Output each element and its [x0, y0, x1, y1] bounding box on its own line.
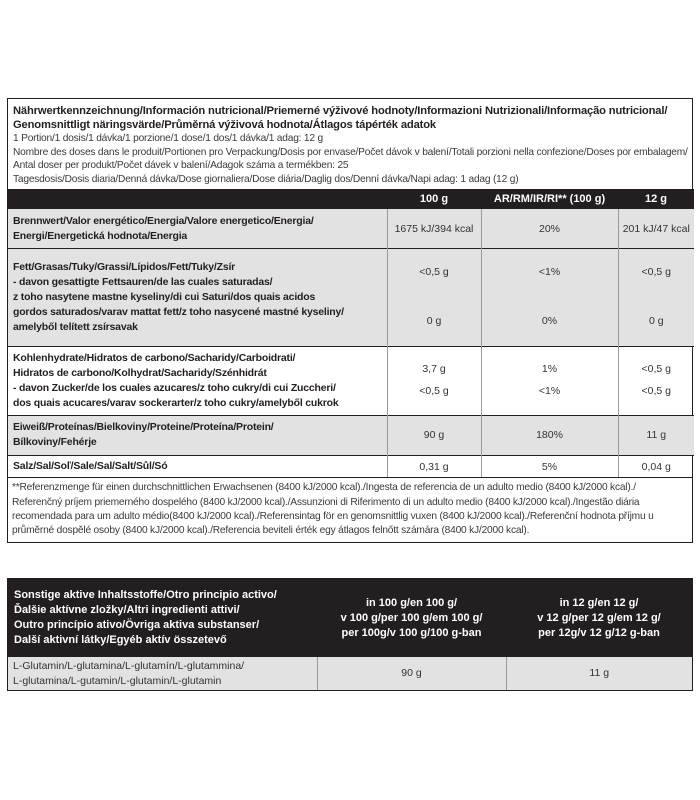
row-label-carbohydrate: Kohlenhydrate/Hidratos de carbono/Sacharidy/Carboidrati/ Hidratos de carbono/Kolhydrat/Sacharidy/Szénhidrát - davon Zucker/de los cuales azucares/z toho cukry/di cui Zuccheri/ dos quais acucares/varav sockerarter/z toho cukry/amelyből cukrok [8, 346, 387, 415]
l-glutamine-per-100g: 90 g [317, 657, 506, 690]
row-label-energy: Brennwert/Valor energético/Energia/Valore energetico/Energia/ Energi/Energetická hodnota/Energia [8, 209, 387, 248]
column-header-12g: 12 g [618, 189, 694, 209]
nutrition-table-header [8, 189, 694, 209]
salt-per-100g: 0,31 g [387, 455, 481, 477]
active-ingredients-panel [7, 578, 693, 691]
carbohydrate-value: 3,7 g [422, 363, 446, 376]
saturates-value: 0 g [426, 315, 442, 328]
nutrition-table [8, 189, 694, 477]
active-ingredients-header-label: Sonstige aktive Inhaltsstoffe/Otro principio activo/ Ďalšie aktívne zložky/Altri ingredienti attivi/ Outro princípio ativo/Övriga aktiva substanser/ Další aktivní látky/Egyéb aktív összetevő [8, 579, 317, 657]
sugars-12g-value: <0,5 g [641, 385, 671, 398]
panel-header [8, 99, 692, 189]
carbohydrate-12g-value: <0,5 g [641, 363, 671, 376]
servings-per-pack-text: Nombre des doses dans le produit/Portionen pro Verpackung/Dosis por envase/Počet dávok v balení/Totali porzioni nella confezione/Doses por embalagem/ [13, 146, 688, 158]
salt-per-12g: 0,04 g [618, 455, 694, 477]
header-nutrient-blank [8, 189, 387, 209]
row-carbohydrate [8, 346, 694, 415]
row-energy [8, 209, 694, 248]
row-fat [8, 248, 694, 346]
panel-title-line-2: Genomsnittligt näringsvärde/Průměrná výživová hodnota/Átlagos tápérték adatok [13, 119, 436, 131]
daily-dose-text: Tagesdosis/Dosis diaria/Denná dávka/Dose giornaliera/Dose diária/Daglig dos/Denní dávka/Napi adag: 1 adag (12 g) [13, 173, 519, 185]
fat-per-12g [618, 248, 694, 346]
protein-per-100g: 90 g [387, 415, 481, 455]
l-glutamine-per-12g: 11 g [506, 657, 692, 690]
row-l-glutamine [8, 657, 692, 690]
servings-count-text: Antal doser per produkt/Počet dávek v balení/Adagok száma a termékben: 25 [13, 160, 349, 172]
row-protein [8, 415, 694, 455]
row-salt [8, 455, 694, 477]
saturates-ri-value: 0% [541, 315, 558, 328]
fat-ri-value: <1% [538, 266, 561, 279]
carbohydrate-reference-intake [481, 346, 618, 415]
saturates-12g-value: 0 g [648, 315, 664, 328]
energy-per-12g: 201 kJ/47 kcal [618, 209, 694, 248]
row-label-protein: Eiweiß/Proteínas/Bielkoviny/Proteine/Proteína/Protein/ Bílkoviny/Fehérje [8, 415, 387, 455]
active-ingredients-header [8, 579, 692, 657]
reference-intake-footnote: **Referenzmenge für einen durchschnittlichen Erwachsenen (8400 kJ/2000 kcal)./Ingesta de referencia de un adulto medio (8400 kJ/2000 kcal)./ Referenčný príjem priemerného dospelého (8400 kJ/2000 kcal)./Assunzioni di Riferimento di un adulto medio (8400 kJ/2000 kcal)./Ingestão diária recomendada para um adulto médio(8400 kJ/2000 kcal)./Referensintag för en genomsnittlig vuxen (8400 kJ/2000 kcal)./Referenční hodnota příjmu u průměrné dospělé osoby (8400 kJ/2000 kcal)./Referencia beviteli érték egy átlagos felnőtt számára (8400 kJ/2000 kcal). [8, 477, 692, 542]
energy-reference-intake: 20% [481, 209, 618, 248]
protein-reference-intake: 180% [481, 415, 618, 455]
fat-per-100g [387, 248, 481, 346]
column-header-reference-intake: AR/RM/IR/RI** (100 g) [481, 189, 618, 209]
sugars-ri-value: <1% [538, 385, 561, 398]
sugars-value: <0,5 g [419, 385, 449, 398]
fat-value: <0,5 g [419, 266, 449, 279]
row-label-salt: Salz/Sal/Soľ/Sale/Sal/Salt/Sůl/Só [8, 455, 387, 477]
fat-12g-value: <0,5 g [641, 266, 671, 279]
serving-info [13, 132, 688, 186]
salt-reference-intake: 5% [481, 455, 618, 477]
active-ingredients-table [8, 579, 692, 690]
row-label-fat: Fett/Grasas/Tuky/Grassi/Lípidos/Fett/Tuky/Zsír - davon gesattigte Fettsauren/de las cuales saturadas/ z toho nasytene mastne kyseliny/di cui Saturi/dos quais acidos gordos saturados/varav mattat fett/z toho nasycené mastné kyseliny/ amelyből telített zsírsavak [8, 248, 387, 346]
column-header-100g: 100 g [387, 189, 481, 209]
nutrition-panel [7, 98, 693, 543]
active-ingredients-header-12g: in 12 g/en 12 g/ v 12 g/per 12 g/em 12 g/ per 12g/v 12 g/12 g-ban [506, 579, 692, 657]
active-ingredients-header-100g: in 100 g/en 100 g/ v 100 g/per 100 g/em 100 g/ per 100g/v 100 g/100 g-ban [317, 579, 506, 657]
row-label-l-glutamine: L-Glutamin/L-glutamina/L-glutamín/L-glutammina/ L-glutamina/L-gutamin/L-glutamin/L-glutamin [8, 657, 317, 690]
energy-per-100g: 1675 kJ/394 kcal [387, 209, 481, 248]
panel-title-line-1: Nährwertkennzeichnung/Información nutricional/Priemerné výživové hodnoty/Informazioni Nutrizionali/Informação nutricional/ [13, 105, 668, 117]
fat-reference-intake [481, 248, 618, 346]
carbohydrate-per-12g [618, 346, 694, 415]
protein-per-12g: 11 g [618, 415, 694, 455]
carbohydrate-per-100g [387, 346, 481, 415]
carbohydrate-ri-value: 1% [541, 363, 558, 376]
serving-size-text: 1 Portion/1 dosis/1 dávka/1 porzione/1 dose/1 dos/1 dávka/1 adag: 12 g [13, 133, 323, 144]
